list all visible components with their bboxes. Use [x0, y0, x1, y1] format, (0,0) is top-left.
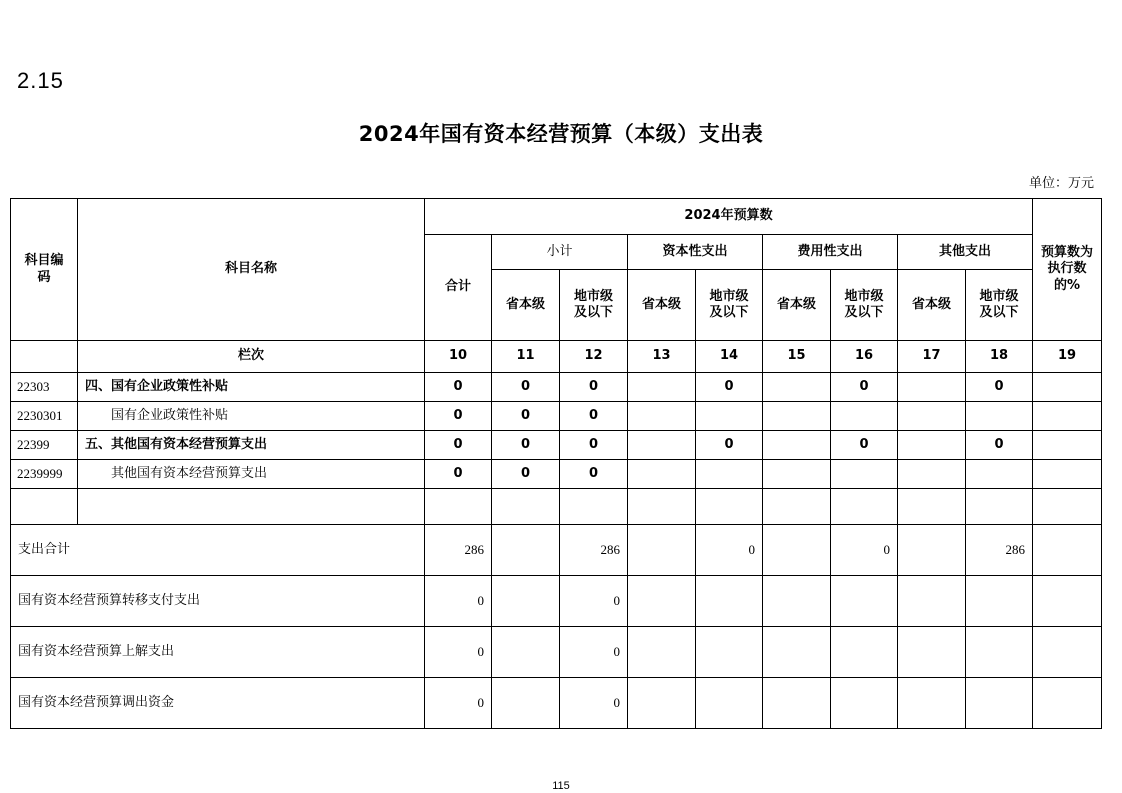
row-value-cell: 0 [831, 373, 898, 402]
row-name: 五、其他国有资本经营预算支出 [78, 431, 425, 460]
summary-value-cell: 0 [425, 627, 492, 678]
column-number: 18 [966, 341, 1033, 373]
row-value-cell [628, 402, 696, 431]
header-city: 地市级及以下 [966, 270, 1033, 341]
header-capital: 资本性支出 [628, 235, 763, 270]
header-name: 科目名称 [78, 199, 425, 341]
row-value-cell [696, 402, 763, 431]
blank-cell [831, 489, 898, 525]
summary-value-cell [1033, 525, 1102, 576]
summary-value-cell [966, 576, 1033, 627]
header-province: 省本级 [898, 270, 966, 341]
summary-value-cell [1033, 678, 1102, 729]
table-row [11, 460, 1102, 489]
summary-value-cell [492, 576, 560, 627]
header-province: 省本级 [628, 270, 696, 341]
summary-value-cell [628, 678, 696, 729]
budget-table [10, 198, 1102, 729]
summary-value-cell [492, 627, 560, 678]
row-value-cell [763, 373, 831, 402]
row-value-cell [831, 460, 898, 489]
row-value-cell: 0 [966, 431, 1033, 460]
summary-value-cell [628, 627, 696, 678]
row-value-cell: 0 [560, 373, 628, 402]
row-code: 2239999 [11, 460, 78, 489]
summary-label: 支出合计 [11, 525, 425, 576]
blank-row [11, 489, 1102, 525]
blank-cell [11, 489, 78, 525]
summary-value-cell: 0 [831, 525, 898, 576]
row-value-cell: 0 [831, 431, 898, 460]
row-value-cell: 0 [425, 431, 492, 460]
header-city: 地市级及以下 [560, 270, 628, 341]
row-value-cell [898, 460, 966, 489]
blank-cell [425, 489, 492, 525]
header-other: 其他支出 [898, 235, 1033, 270]
row-name: 其他国有资本经营预算支出 [78, 460, 425, 489]
row-value-cell [763, 402, 831, 431]
header-expense: 费用性支出 [763, 235, 898, 270]
row-value-cell: 0 [492, 402, 560, 431]
row-value-cell: 0 [966, 373, 1033, 402]
row-value-cell: 0 [560, 431, 628, 460]
blank-cell [492, 489, 560, 525]
row-value-cell [898, 402, 966, 431]
row-value-cell [763, 431, 831, 460]
blank-cell [560, 489, 628, 525]
row-value-cell: 0 [560, 402, 628, 431]
row-value-cell [696, 460, 763, 489]
blank-cell [1033, 489, 1102, 525]
summary-value-cell [898, 576, 966, 627]
summary-value-cell [966, 678, 1033, 729]
blank-cell [966, 489, 1033, 525]
row-value-cell: 0 [492, 373, 560, 402]
summary-value-cell: 0 [425, 678, 492, 729]
row-name: 四、国有企业政策性补贴 [78, 373, 425, 402]
row-value-cell [1033, 460, 1102, 489]
page-number: 115 [552, 780, 570, 792]
column-number: 16 [831, 341, 898, 373]
blank-cell [78, 489, 425, 525]
row-value-cell: 0 [492, 460, 560, 489]
summary-value-cell [763, 678, 831, 729]
summary-value-cell [831, 627, 898, 678]
blank-cell [763, 489, 831, 525]
table-row [11, 373, 1102, 402]
summary-value-cell [1033, 576, 1102, 627]
summary-value-cell [966, 627, 1033, 678]
row-code: 22303 [11, 373, 78, 402]
section-number: 2.15 [17, 68, 64, 93]
header-total: 合计 [425, 235, 492, 341]
summary-row [11, 525, 1102, 576]
row-value-cell: 0 [560, 460, 628, 489]
document-title: 2024年国有资本经营预算（本级）支出表 [358, 122, 764, 146]
unit-label: 单位：万元 [1028, 176, 1094, 191]
summary-value-cell [628, 525, 696, 576]
row-value-cell: 0 [425, 373, 492, 402]
summary-value-cell [696, 576, 763, 627]
row-value-cell: 0 [696, 431, 763, 460]
column-number: 19 [1033, 341, 1102, 373]
summary-value-cell [898, 627, 966, 678]
summary-row [11, 627, 1102, 678]
column-number: 15 [763, 341, 831, 373]
summary-value-cell [831, 678, 898, 729]
row-value-cell [628, 431, 696, 460]
summary-value-cell [898, 678, 966, 729]
row-code: 22399 [11, 431, 78, 460]
summary-value-cell: 0 [560, 627, 628, 678]
summary-value-cell [763, 525, 831, 576]
header-province: 省本级 [492, 270, 560, 341]
row-name: 国有企业政策性补贴 [78, 402, 425, 431]
index-blank-cell [11, 341, 78, 373]
header-column-index: 栏次 [78, 341, 425, 373]
summary-value-cell: 0 [560, 576, 628, 627]
column-number: 10 [425, 341, 492, 373]
column-number: 13 [628, 341, 696, 373]
table-row [11, 431, 1102, 460]
row-value-cell [1033, 431, 1102, 460]
summary-value-cell [492, 525, 560, 576]
row-value-cell: 0 [492, 431, 560, 460]
header-budget-group: 2024年预算数 [425, 199, 1033, 235]
summary-value-cell: 0 [425, 576, 492, 627]
row-value-cell [966, 460, 1033, 489]
header-province: 省本级 [763, 270, 831, 341]
row-value-cell: 0 [425, 460, 492, 489]
row-value-cell [628, 460, 696, 489]
summary-value-cell [763, 576, 831, 627]
summary-row [11, 576, 1102, 627]
blank-cell [898, 489, 966, 525]
blank-cell [696, 489, 763, 525]
summary-value-cell [898, 525, 966, 576]
summary-label: 国有资本经营预算上解支出 [11, 627, 425, 678]
row-code: 2230301 [11, 402, 78, 431]
summary-value-cell: 0 [560, 678, 628, 729]
summary-value-cell [492, 678, 560, 729]
header-ratio: 预算数为执行数的% [1033, 199, 1102, 341]
summary-value-cell [763, 627, 831, 678]
row-value-cell [831, 402, 898, 431]
row-value-cell [1033, 373, 1102, 402]
summary-value-cell: 286 [966, 525, 1033, 576]
header-city: 地市级及以下 [696, 270, 763, 341]
summary-label: 国有资本经营预算调出资金 [11, 678, 425, 729]
table-row [11, 402, 1102, 431]
row-value-cell [898, 431, 966, 460]
summary-label: 国有资本经营预算转移支付支出 [11, 576, 425, 627]
column-number: 17 [898, 341, 966, 373]
row-value-cell [628, 373, 696, 402]
summary-value-cell: 286 [560, 525, 628, 576]
header-subtotal: 小计 [492, 235, 628, 270]
row-value-cell: 0 [696, 373, 763, 402]
summary-value-cell [1033, 627, 1102, 678]
summary-value-cell: 0 [696, 525, 763, 576]
row-value-cell [1033, 402, 1102, 431]
row-value-cell: 0 [425, 402, 492, 431]
row-value-cell [763, 460, 831, 489]
summary-value-cell [628, 576, 696, 627]
column-number: 11 [492, 341, 560, 373]
summary-value-cell: 286 [425, 525, 492, 576]
blank-cell [628, 489, 696, 525]
summary-value-cell [831, 576, 898, 627]
column-number: 14 [696, 341, 763, 373]
summary-value-cell [696, 627, 763, 678]
header-city: 地市级及以下 [831, 270, 898, 341]
column-number: 12 [560, 341, 628, 373]
summary-row [11, 678, 1102, 729]
row-value-cell [898, 373, 966, 402]
summary-value-cell [696, 678, 763, 729]
row-value-cell [966, 402, 1033, 431]
header-code: 科目编码 [11, 199, 78, 341]
